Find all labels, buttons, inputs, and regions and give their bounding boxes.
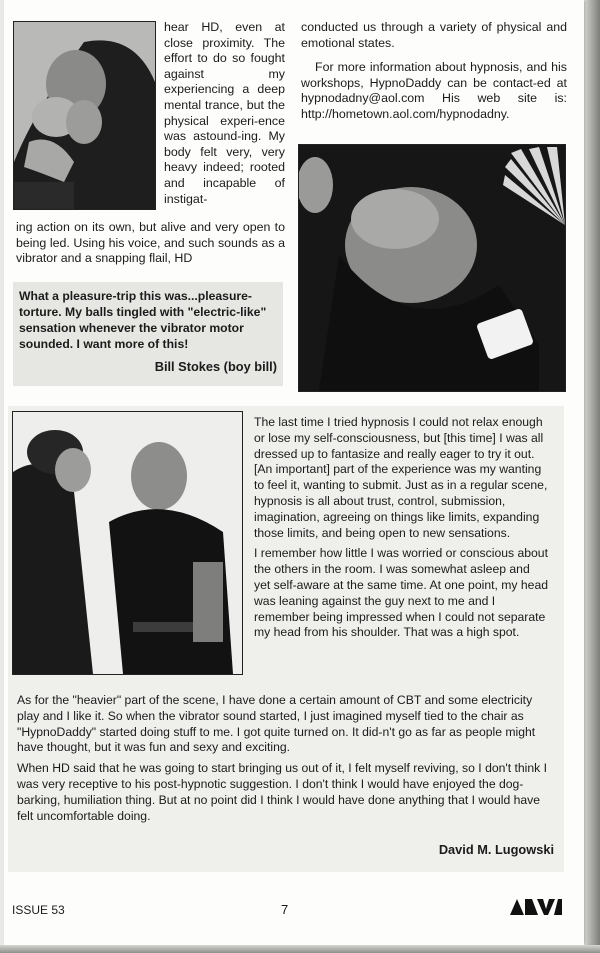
page-edge-bottom — [0, 945, 600, 953]
quote-text: What a pleasure-trip this was...pleasure-torture. My balls tingled with "electric-like" sensation whenever the vibrator motor sounded. I want more of this! — [19, 289, 267, 351]
photo-man-covering-face — [13, 21, 156, 210]
article-text-col1: hear HD, even at close proximity. The effort to do so fought against my experiencing a deep mental trance, but the physical experi-ence was astound-ing. My body felt very, very heavy indeed; rooted and incapable of instigat- — [164, 20, 285, 206]
testimonial-para-2: I remember how little I was worried or conscious about the others in the room. I was somewhat asleep and yet self-aware at the same time. At one point, my head was leaning against the guy next to me and I remember being impressed when I could not separate my head from his shoulder. That was a high spot. — [254, 546, 549, 640]
article-text-col2-p2: For more information about hypnosis, and his workshops, HypnoDaddy can be contact-ed at hypnodadny@aol.com His web site is: http://hometown.aol.com/hypnodadny. — [301, 60, 567, 121]
testimonial-wide — [17, 693, 552, 824]
photo-two-men-leather — [12, 411, 243, 675]
page-edge-right — [586, 0, 600, 953]
testimonial-para-1: The last time I tried hypnosis I could not relax enough or lose my self-consciousness, but [this time] I was all dressed up to fantasize and really eager to try it out. [An important] part of the experience was my wanting to feel it, wanting to submit. Just as in a regular scene, hypnosis is all about trust, control, submission, imagination, agreeing on things like limits, expanding those limits, and being open to new sensations. — [254, 415, 548, 540]
issue-label: ISSUE 53 — [12, 903, 65, 917]
testimonial-para-3: As for the "heavier" part of the scene, I have done a certain amount of CBT and some electricity play and I like it. So when the vibrator sound started, I just imagined myself tied to the chair as "HypnoDaddy" started doing stuff to me. I got quite turned on. It did-n't go as far as people might have thought, but it was fun and sexy and exciting. — [17, 693, 536, 755]
testimonial-author: David M. Lugowski — [438, 842, 554, 857]
page-number: 7 — [281, 902, 289, 917]
article-text-col1-wide: ing action on its own, but alive and very open to being led. Using his voice, and such sounds as a vibrator and a snapping flail, HD — [16, 220, 285, 266]
quote-author: Bill Stokes (boy bill) — [154, 359, 277, 374]
testimonial-para-4: When HD said that he was going to start bringing us out of it, I felt myself reviving, so I don't think I was very receptive to his post-hypnotic suggestion. I don't think I would have enjoyed the dog-barking, humiliation thing. But at no point did I think I would have done anything that I would have felt uncomfortable doing. — [17, 761, 548, 823]
photo-sleeping-man — [298, 144, 566, 392]
article-column-1-wide — [16, 220, 285, 267]
testimonial-column — [254, 415, 548, 641]
article-text-col2-p1: conducted us through a variety of physical and emotional states. — [301, 20, 567, 50]
article-column-1-narrow — [164, 20, 285, 207]
quote-text-wrap — [19, 288, 277, 352]
anvil-logo — [510, 899, 562, 915]
article-column-2 — [301, 20, 567, 123]
